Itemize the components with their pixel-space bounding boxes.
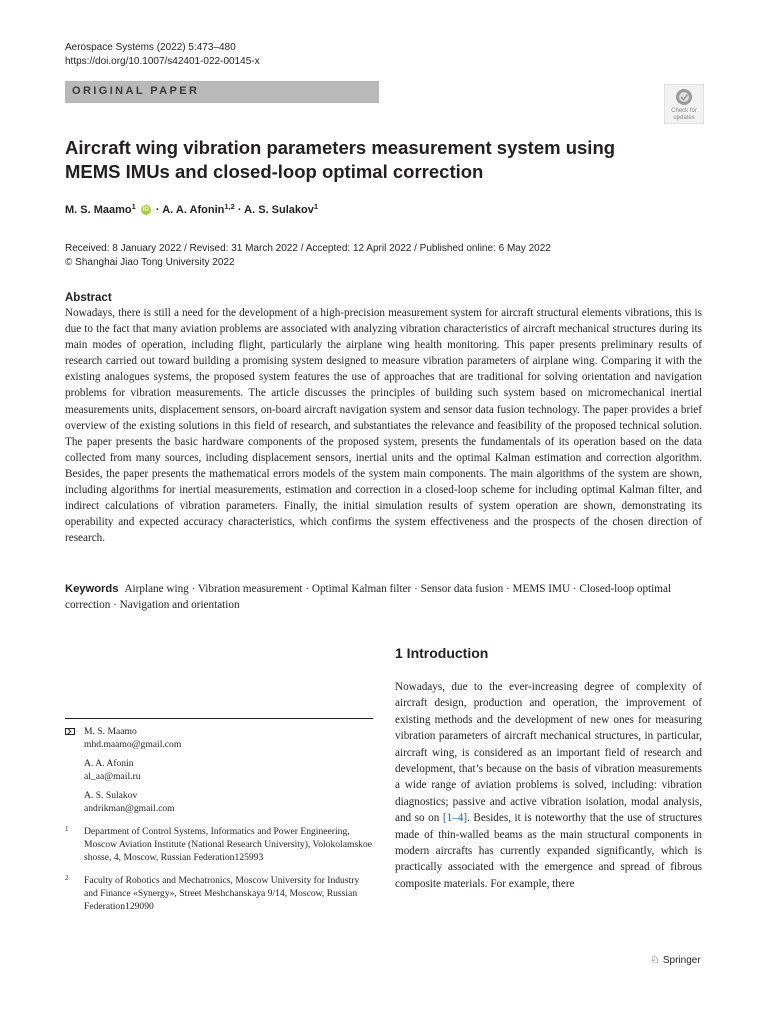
article-type-label: ORIGINAL PAPER bbox=[72, 85, 200, 97]
check-updates-label: Check for updates bbox=[671, 108, 697, 121]
affiliation-entry bbox=[65, 874, 373, 913]
keywords-heading: Keywords bbox=[65, 583, 119, 595]
affiliation-number: 1 bbox=[65, 825, 69, 833]
envelope-icon bbox=[65, 728, 75, 735]
contact-name: A. S. Sulakov bbox=[84, 790, 138, 801]
intro-text-part: Nowadays, due to the ever-increasing degree of complexity of aircraft design, production and operation, the improvement of existing methods and the development of new ones for measuring vibration parameters of aircraft mechanical structures, in particular, aircraft wing, is considered as an important field of research and development, that’s because on the basis of vibration measurements a wide range of aviation problems is solved, including: vibration diagnostics; passive and active vibration isolation, modal analysis, and so on bbox=[395, 681, 702, 825]
publisher-name: Springer bbox=[662, 955, 701, 966]
author-name[interactable]: A. A. Afonin bbox=[162, 204, 225, 216]
doi-link[interactable]: https://doi.org/10.1007/s42401-022-00145-x bbox=[65, 56, 260, 67]
affiliation-text: Faculty of Robotics and Mechatronics, Moscow University for Industry and Finance «Synergy», Street Meshchanskaya 9/14, Moscow, Russian Federation129090 bbox=[84, 875, 360, 912]
keywords-list: Airplane wing · Vibration measurement · Optimal Kalman filter · Sensor data fusion · MEMS IMU · Closed-loop optimal correction · Navigation and orientation bbox=[65, 583, 672, 612]
contact-email[interactable]: andrikman@gmail.com bbox=[84, 803, 175, 814]
author-affiliation-ref: 1 bbox=[313, 202, 319, 211]
publication-dates: Received: 8 January 2022 / Revised: 31 March 2022 / Accepted: 12 April 2022 / Published online: 6 May 2022 bbox=[65, 243, 551, 254]
author-list bbox=[65, 204, 318, 216]
publication-history bbox=[65, 242, 551, 270]
contact-email[interactable]: al_aa@mail.ru bbox=[84, 771, 141, 782]
footnote-divider bbox=[65, 718, 373, 719]
contact-name: M. S. Maamo bbox=[84, 726, 137, 737]
author-separator: · bbox=[155, 204, 163, 216]
contact-entry bbox=[65, 789, 373, 815]
orcid-icon[interactable]: iD bbox=[142, 207, 149, 214]
copyright-line: © Shanghai Jiao Tong University 2022 bbox=[65, 257, 235, 268]
author-name[interactable]: A. S. Sulakov bbox=[244, 204, 314, 216]
contact-entry bbox=[65, 757, 373, 783]
affiliation-number: 2 bbox=[65, 874, 69, 882]
paper-title: Aircraft wing vibration parameters measurement system using MEMS IMUs and closed-loop optimal correction bbox=[65, 137, 616, 182]
springer-horse-icon: ♘ bbox=[650, 954, 660, 966]
keywords-block bbox=[65, 581, 702, 613]
journal-info bbox=[65, 41, 260, 69]
abstract-text: Nowadays, there is still a need for the development of a high-precision measurement system for aircraft structural elements vibrations, this is due to the fact that many aviation problems are associated with analyzing vibration characteristics of aircraft mechanical structures during its main modes of operation, including flight, particularly the airplane wing health monitoring. This paper presents preliminary results of research carried out toward building a promising system designed to measure vibration parameters of airplane wing. Comparing it with the existing analogues systems, the proposed system features the use of approaches that are traditional for solving orientation and navigation problems for vibration measurements. The article discusses the principles of building such system based on micromechanical inertial measurements units, displacement sensors, on-board aircraft navigation system and sensor data fusion technology. The paper provides a brief overview of the existing solutions in this field of research, and substantiates the relevance and feasibility of the proposed technical solution. The paper presents the basic hardware components of the proposed system, presents the fundamentals of its operation based on the data collected from many sources, including displacement sensors, inertial units and the optimal Kalman estimation and correction algorithm. Besides, the paper presents the mathematical errors models of the system main components. The main algorithms of the system are shown, including algorithms for inertial measurements, estimation and correction in a closed-loop scheme for including optimal Kalman filter, and indirect calculations of vibration parameters. Finally, the initial simulation results of system operation are shown, demonstrating its operability and expected accuracy characteristics, which confirms the system effectiveness and the prospects of the chosen direction of research. bbox=[65, 307, 702, 545]
author-name[interactable]: M. S. Maamo bbox=[65, 204, 132, 216]
article-type-badge bbox=[65, 81, 379, 103]
citation-link[interactable]: [1–4] bbox=[442, 812, 468, 825]
contact-name: A. A. Afonin bbox=[84, 758, 134, 769]
affiliation-entry bbox=[65, 825, 373, 864]
affiliation-text: Department of Control Systems, Informatics and Power Engineering, Moscow Aviation Institute (National Research University), Volokolamskoe shosse, 4, Moscow, Russian Federation125993 bbox=[84, 826, 373, 863]
intro-text-part: . Besides, it is noteworthy that the use of structures made of thin-walled beams as the main structural components in modern aircrafts has currently expanded significantly, which is practically associated with the emergence and spread of fibrous composite materials. For example, there bbox=[395, 812, 702, 890]
contact-entry bbox=[65, 725, 373, 751]
author-separator: · bbox=[237, 204, 245, 216]
contact-email[interactable]: mhd.maamo@gmail.com bbox=[84, 739, 182, 750]
author-affiliation-ref: 1 bbox=[131, 202, 136, 211]
section-heading-introduction: 1 Introduction bbox=[395, 645, 489, 661]
introduction-text bbox=[395, 679, 702, 892]
author-affiliation-ref: 1,2 bbox=[224, 202, 235, 211]
abstract-heading: Abstract bbox=[65, 292, 112, 304]
check-for-updates-button[interactable] bbox=[664, 84, 704, 124]
author-contacts bbox=[65, 725, 373, 913]
publisher-logo bbox=[650, 953, 701, 966]
journal-citation: Aerospace Systems (2022) 5:473–480 bbox=[65, 42, 236, 53]
